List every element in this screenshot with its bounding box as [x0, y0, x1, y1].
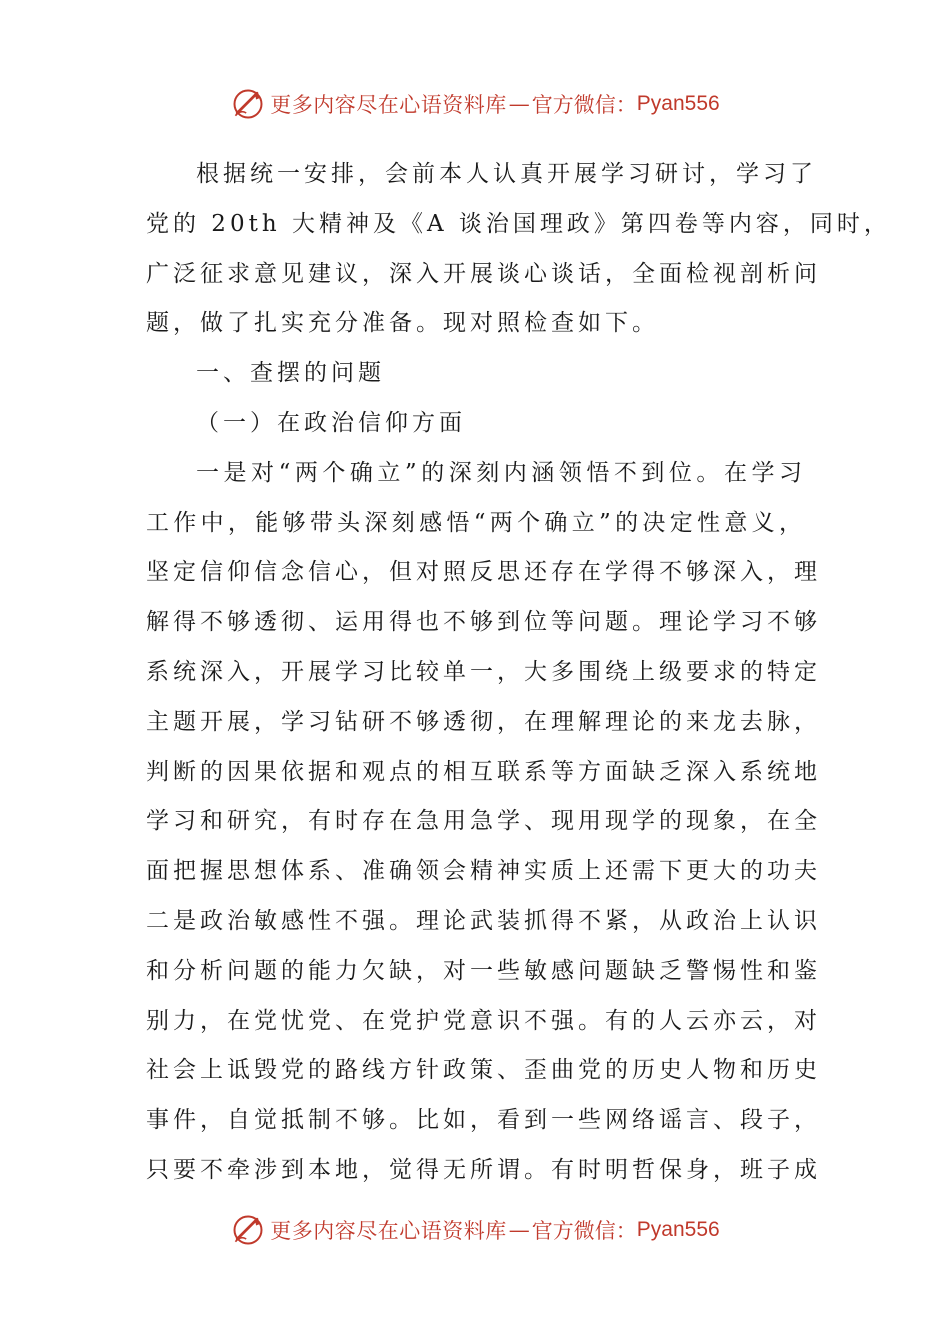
text-line: 一是对“两个确立”的深刻内涵领悟不到位。在学习 — [196, 459, 806, 486]
text-line: 判断的因果依据和观点的相互联系等方面缺乏深入系统地 — [146, 758, 821, 785]
text-line: 学习和研究，有时存在急用急学、现用现学的现象，在全 — [146, 808, 821, 835]
banner-wechat-id: Pyan556 — [636, 92, 720, 115]
banner-separator: — — [508, 1218, 530, 1242]
banner-site-text: 更多内容尽在心语资料库 — [270, 1219, 507, 1243]
footer-banner — [0, 1210, 950, 1250]
pen-logo-icon — [230, 86, 266, 122]
banner-wechat-label: 官方微信： — [531, 93, 637, 117]
text-line: 只要不牵涉到本地，觉得无所谓。有时明哲保身，班子成 — [146, 1156, 821, 1183]
text-line: 和分析问题的能力欠缺，对一些敏感问题缺乏警惕性和鉴 — [146, 957, 821, 984]
text-line: 面把握思想体系、准确领会精神实质上还需下更大的功夫 — [146, 858, 821, 885]
text-line: 广泛征求意见建议，深入开展谈心谈话，全面检视剖析问 — [146, 260, 821, 287]
text-line: 社会上诋毁党的路线方针政策、歪曲党的历史人物和历史 — [146, 1057, 821, 1084]
document-body — [146, 150, 891, 1196]
banner-site-text: 更多内容尽在心语资料库 — [270, 93, 507, 117]
text-line: 工作中，能够带头深刻感悟“两个确立”的决定性意义， — [146, 509, 806, 536]
text-line: 事件，自觉抵制不够。比如，看到一些网络谣言、段子， — [146, 1107, 821, 1134]
text-line: 别力，在党忧党、在党护党意识不强。有的人云亦云，对 — [146, 1007, 821, 1034]
pen-logo-icon — [230, 1212, 266, 1248]
text-line: 主题开展，学习钻研不够透彻，在理解理论的来龙去脉， — [146, 708, 821, 735]
text-line: 题，做了扎实充分准备。现对照检查如下。 — [146, 310, 659, 337]
text-line: 根据统一安排，会前本人认真开展学习研讨，学习了 — [196, 161, 817, 187]
text-line: 二是政治敏感性不强。理论武装抓得不紧，从政治上认识 — [146, 907, 821, 934]
section-heading: 一、查摆的问题 — [196, 360, 385, 387]
banner-wechat-id: Pyan556 — [636, 1218, 720, 1241]
text-line: 解得不够透彻、运用得也不够到位等问题。理论学习不够 — [146, 609, 821, 636]
banner-separator: — — [508, 92, 530, 116]
header-banner — [0, 84, 950, 124]
banner-wechat-label: 官方微信： — [531, 1219, 637, 1243]
text-line: 系统深入，开展学习比较单一，大多围绕上级要求的特定 — [146, 658, 821, 685]
text-line: 党的 20th 大精神及《A 谈治国理政》第四卷等内容，同时， — [146, 210, 891, 237]
text-line: 坚定信仰信念信心，但对照反思还存在学得不够深入，理 — [146, 559, 821, 586]
subsection-heading: （一）在政治信仰方面 — [196, 409, 466, 436]
